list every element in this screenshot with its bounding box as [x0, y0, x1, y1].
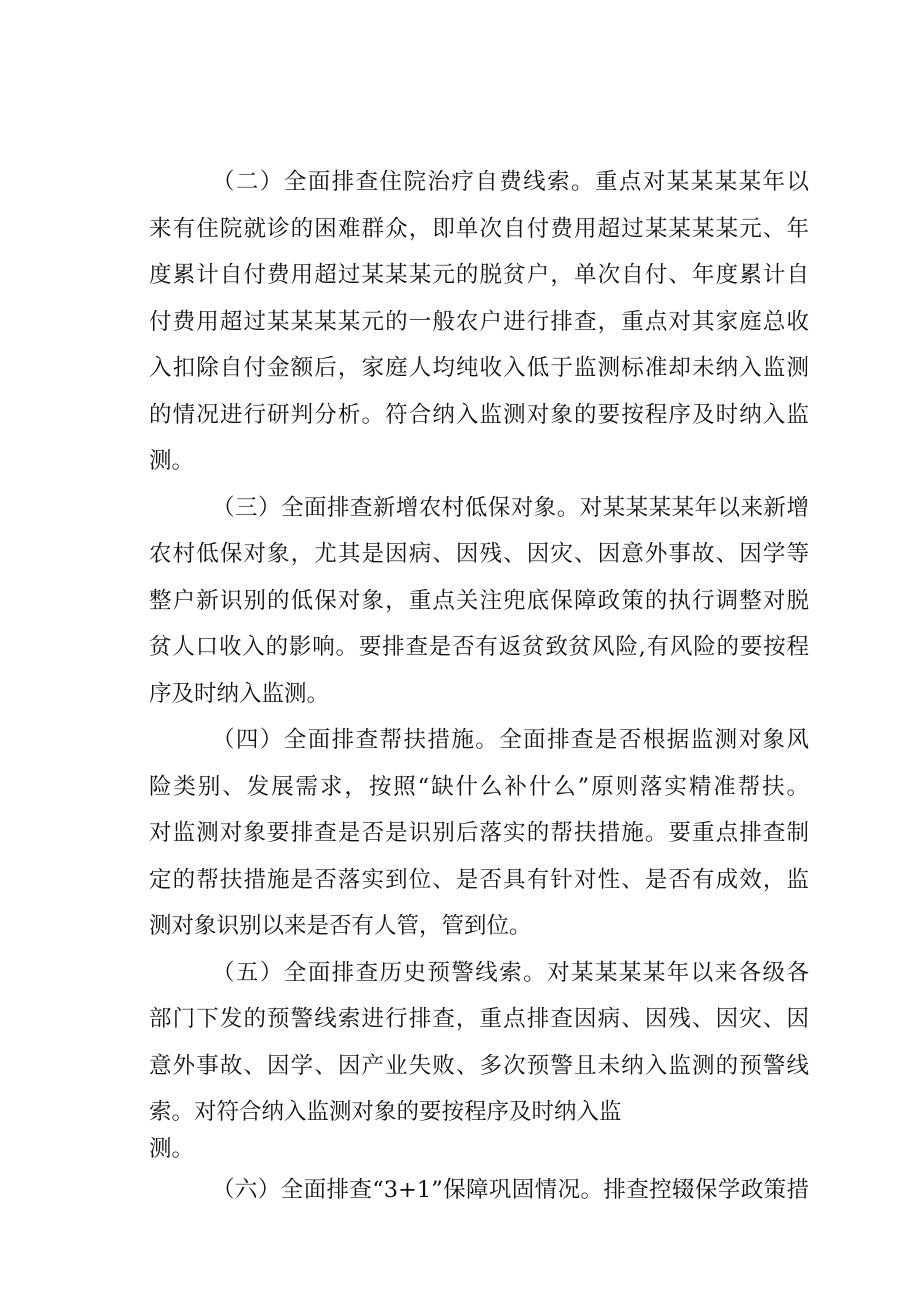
text-line: 定的帮扶措施是否落实到位、是否具有针对性、是否有成效，监 — [149, 867, 809, 893]
text-line: 意外事故、因学、因产业失败、多次预警且未纳入监测的预警线 — [149, 1053, 809, 1079]
text-line: （五）全面排查历史预警线索。对某某某某年以来各级各 — [212, 960, 809, 986]
text-line: 测对象识别以来是否有人管，管到位。 — [149, 913, 532, 939]
text-line: 序及时纳入监测。 — [149, 681, 330, 707]
text-line: 的情况进行研判分析。符合纳入监测对象的要按程序及时纳入监 — [149, 402, 809, 428]
text-line: 整户新识别的低保对象，重点关注兜底保障政策的执行调整对脱 — [149, 588, 809, 614]
text-line: 测。 — [149, 1136, 195, 1162]
text-line: 部门下发的预警线索进行排查，重点排查因病、因残、因灾、因 — [149, 1006, 809, 1032]
text-line: 对监测对象要排查是否是识别后落实的帮扶措施。要重点排查制 — [149, 820, 809, 846]
text-line: 入扣除自付金额后，家庭人均纯收入低于监测标准却未纳入监测 — [149, 355, 809, 381]
text-line: 测。 — [149, 448, 195, 474]
text-line: 度累计自付费用超过某某某元的脱贫户，单次自付、年度累计自 — [149, 262, 809, 288]
text-line: 付费用超过某某某某元的一般农户进行排查，重点对其家庭总收 — [149, 309, 809, 335]
text-line: 贫人口收入的影响。要排查是否有返贫致贫风险,有风险的要按程 — [149, 634, 809, 660]
text-line: 农村低保对象，尤其是因病、因残、因灾、因意外事故、因学等 — [149, 541, 809, 567]
text-line: （四）全面排查帮扶措施。全面排查是否根据监测对象风 — [212, 727, 809, 753]
text-line: 险类别、发展需求，按照“缺什么补什么”原则落实精准帮扶。 — [149, 774, 809, 800]
text-line: （六）全面排查“3+1”保障巩固情况。排查控辍保学政策措 — [212, 1177, 809, 1203]
text-line: 来有住院就诊的困难群众，即单次自付费用超过某某某某元、年 — [149, 216, 809, 242]
text-line: 索。对符合纳入监测对象的要按程序及时纳入监 — [149, 1099, 622, 1125]
text-line: （三）全面排查新增农村低保对象。对某某某某年以来新增 — [212, 495, 809, 521]
text-line: （二）全面排查住院治疗自费线索。重点对某某某某年以 — [212, 169, 809, 195]
